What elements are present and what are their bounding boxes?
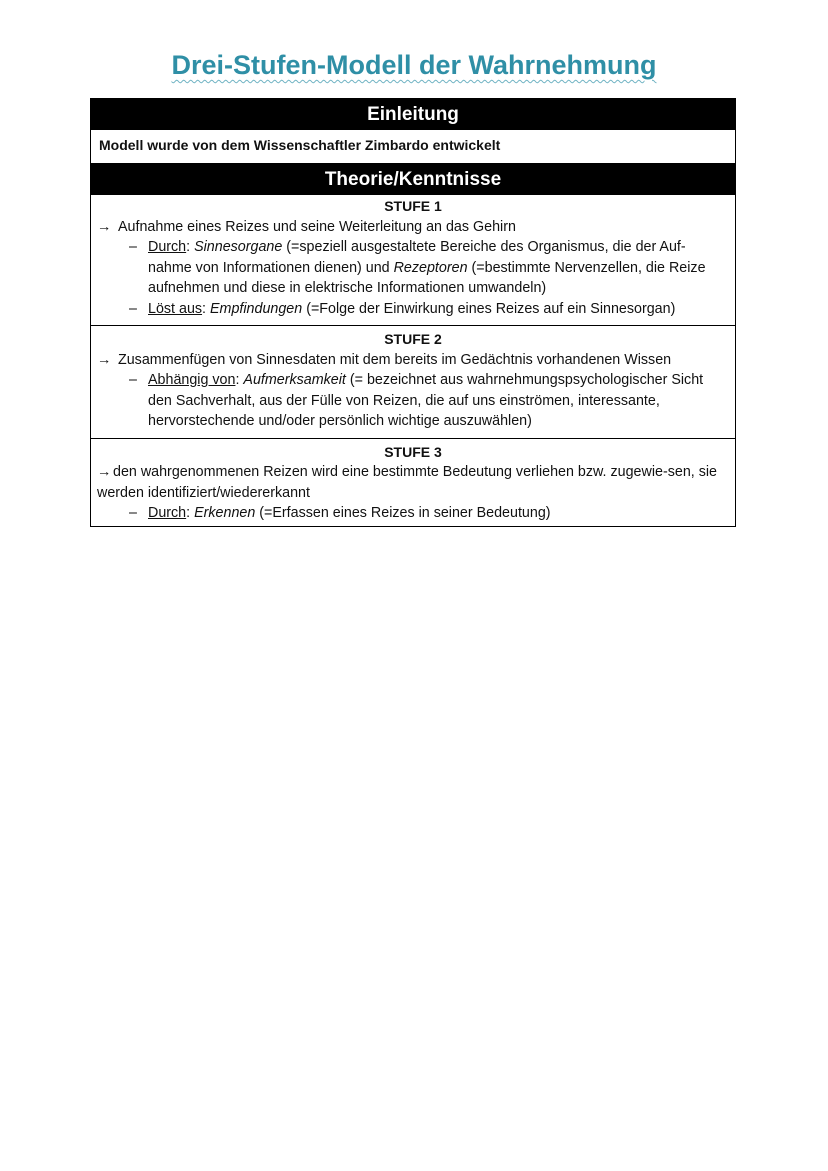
term-erkennen: Erkennen [194,505,256,521]
stufe-1-bullet-durch [97,237,729,299]
section-header-theorie: Theorie/Kenntnisse [91,164,735,195]
term-sinnesorgane: Sinnesorgane [194,239,283,255]
term-aufmerksamkeit: Aufmerksamkeit [243,372,346,388]
stufe-2-block [91,325,735,438]
stufe-2-main-text: Zusammenfügen von Sinnesdaten mit dem bereits im Gedächtnis vorhandenen Wissen [118,351,672,368]
stufe-1-bullet-loest-aus [97,299,729,320]
bullet-colon: : [186,239,195,255]
stufe-1-heading: STUFE 1 [384,198,442,214]
dash-bullet-icon: – [129,300,137,317]
right-arrow-icon: → [97,464,112,480]
intro-text: Modell wurde von dem Wissenschaftler Zimbardo entwickelt [91,130,735,164]
stufe-3-block [91,438,735,526]
stufe-1-main-text: Aufnahme eines Reizes und seine Weiterleitung an das Gehirn [118,218,516,235]
stufe-3-heading: STUFE 3 [384,443,442,460]
stufe-1-block [91,195,735,325]
section-header-einleitung: Einleitung [91,99,735,130]
term-empfindungen: Empfindungen [210,300,303,317]
bullet-colon: : [235,372,244,388]
bullet-text: (=bestimmte Nervenzellen, die Reize aufnehmen und diese in elektrische Informationen umwandeln) [148,259,706,296]
page-title: Drei-Stufen-Modell der Wahrnehmung [171,50,657,80]
bullet-colon: : [186,505,195,521]
stufe-3-main [97,462,729,503]
term-rezeptoren: Rezeptoren [393,259,468,276]
stufe-3-bullet-durch [97,503,729,524]
bullet-label: Durch [148,505,187,521]
bullet-label: Abhängig von [148,372,236,388]
bullet-label: Durch [148,239,187,255]
bullet-label: Löst aus [148,300,203,317]
model-table [90,98,736,527]
dash-bullet-icon: – [129,239,137,255]
stufe-2-bullet-abhaengig [97,370,729,432]
right-arrow-icon: → [97,351,112,368]
bullet-text: (= bezeichnet aus wahrnehmungspsychologischer Sicht den Sachverhalt, aus der Fülle von Reizen, die auf uns einströmen, interessante, hervorstechende und/oder persönlich wichtige auszuwählen) [148,372,704,429]
bullet-text: (=Folge der Einwirkung eines Reizes auf ein Sinnesorgan) [302,300,676,317]
bullet-text: (=Erfassen eines Reizes in seiner Bedeutung) [255,505,551,521]
stufe-3-main-text: den wahrgenommenen Reizen wird eine bestimmte Bedeutung verliehen bzw. zugewie-sen, sie werden identifiziert/wiedererkannt [97,464,717,501]
dash-bullet-icon: – [129,372,137,388]
stufe-1-main [97,217,729,238]
right-arrow-icon: → [97,218,112,235]
bullet-colon: : [202,300,210,317]
dash-bullet-icon: – [129,505,137,521]
bullet-text: (=speziell ausgestaltete Bereiche des Organismus, die der Auf-nahme von Informationen dienen) und [148,239,686,276]
stufe-2-heading: STUFE 2 [384,331,442,347]
stufe-2-main [97,350,729,371]
